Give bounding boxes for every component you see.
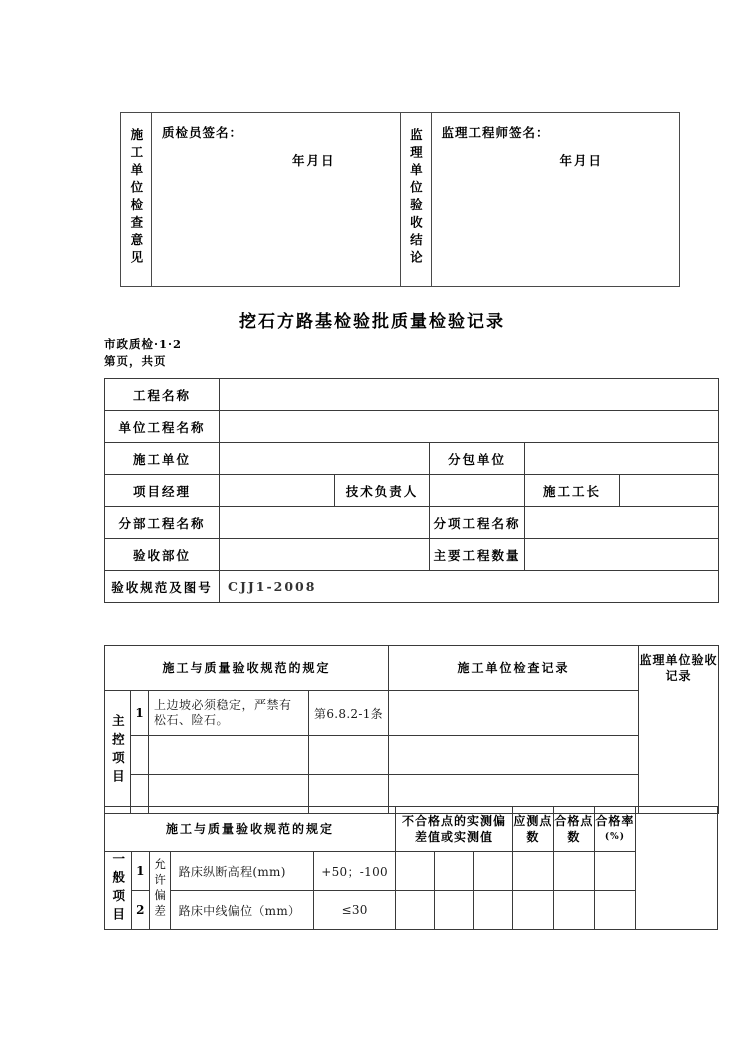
inspector-signature-label: 质检员签名： xyxy=(162,125,244,140)
construction-unit-label: 施工单位 xyxy=(105,443,220,475)
qualified-points-cell[interactable] xyxy=(553,891,594,930)
table-row xyxy=(105,475,719,507)
spec-drawing-value[interactable]: CJJ1-2008 xyxy=(220,571,719,603)
requirement-text[interactable] xyxy=(149,736,309,775)
row-number: 1 xyxy=(131,691,149,736)
deviation-cell-1[interactable] xyxy=(396,852,435,891)
supervision-engineer-signature-label: 监理工程师签名： xyxy=(441,125,550,140)
supervision-unit-date-label: 年月日 xyxy=(559,153,604,168)
project-manager-value[interactable] xyxy=(220,475,335,507)
main-control-requirement-header: 施工与质量验收规范的规定 xyxy=(105,646,389,691)
clause-reference: 第6.8.2-1条 xyxy=(309,691,389,736)
project-info-table xyxy=(104,378,719,603)
main-quantity-value[interactable] xyxy=(525,539,719,571)
page-title: 挖石方路基检验批质量检验记录 xyxy=(239,312,505,332)
qualified-rate-cell[interactable] xyxy=(594,891,635,930)
main-control-section-label: 主控项目 xyxy=(110,713,126,788)
construction-record-cell[interactable] xyxy=(389,736,639,775)
supervision-unit-conclusion-body[interactable] xyxy=(431,113,680,287)
requirement-text: 上边坡必须稳定，严禁有松石、险石。 xyxy=(149,691,309,736)
signature-table xyxy=(120,112,680,287)
table-row xyxy=(105,443,719,475)
allowed-deviation: ≤30 xyxy=(314,891,396,930)
item-name: 路床纵断高程(mm) xyxy=(170,852,314,891)
table-header-row xyxy=(105,646,719,691)
deviation-cell-2[interactable] xyxy=(435,852,474,891)
deviation-cell-1[interactable] xyxy=(396,891,435,930)
qualified-points-header: 合格点数 xyxy=(553,807,594,852)
main-control-section-label-cell xyxy=(105,691,131,814)
division-project-value[interactable] xyxy=(220,507,430,539)
qualified-rate-cell[interactable] xyxy=(594,852,635,891)
main-quantity-label: 主要工程数量 xyxy=(430,539,525,571)
general-items-table xyxy=(104,806,718,930)
supervision-unit-conclusion-label: 监理单位验收结论 xyxy=(408,127,424,268)
foreman-value[interactable] xyxy=(620,475,719,507)
form-code: 市政质检·1·2 xyxy=(104,337,183,351)
tolerance-label: 允许偏差 xyxy=(153,858,168,920)
deviation-cell-3[interactable] xyxy=(473,891,512,930)
item-name: 路床中线偏位（mm） xyxy=(170,891,314,930)
table-row xyxy=(105,736,719,775)
row-number xyxy=(131,736,149,775)
construction-unit-opinion-label: 施工单位检查意见 xyxy=(128,127,144,268)
tolerance-label-cell xyxy=(150,852,171,930)
qualified-points-cell[interactable] xyxy=(553,852,594,891)
project-name-value[interactable] xyxy=(220,379,719,411)
meta-block xyxy=(104,336,182,370)
table-row xyxy=(105,571,719,603)
acceptance-part-label: 验收部位 xyxy=(105,539,220,571)
table-row xyxy=(105,411,719,443)
unit-project-name-value[interactable] xyxy=(220,411,719,443)
general-supervision-record-cell[interactable] xyxy=(635,807,717,930)
table-row xyxy=(105,539,719,571)
subcontractor-label: 分包单位 xyxy=(430,443,525,475)
deviation-cell-2[interactable] xyxy=(435,891,474,930)
acceptance-part-value[interactable] xyxy=(220,539,430,571)
main-control-table xyxy=(104,645,719,814)
table-row xyxy=(105,691,719,736)
supervision-unit-conclusion-label-cell xyxy=(400,113,431,287)
project-name-label: 工程名称 xyxy=(105,379,220,411)
unit-project-name-label: 单位工程名称 xyxy=(105,411,220,443)
subdivision-project-value[interactable] xyxy=(525,507,719,539)
should-measure-cell[interactable] xyxy=(512,891,553,930)
table-header-row xyxy=(105,807,718,852)
deviation-cell-3[interactable] xyxy=(473,852,512,891)
table-row xyxy=(105,891,718,930)
construction-unit-opinion-label-cell xyxy=(121,113,152,287)
should-measure-cell[interactable] xyxy=(512,852,553,891)
technical-director-label: 技术负责人 xyxy=(335,475,430,507)
general-items-section-label: 一般项目 xyxy=(110,852,126,926)
foreman-label: 施工工长 xyxy=(525,475,620,507)
deviation-header: 不合格点的实测偏差值或实测值 xyxy=(396,807,513,852)
construction-unit-opinion-body[interactable] xyxy=(152,113,401,287)
page-info: 第页，共页 xyxy=(104,354,167,368)
division-project-label: 分部工程名称 xyxy=(105,507,220,539)
spec-drawing-label: 验收规范及图号 xyxy=(105,571,220,603)
row-number: 2 xyxy=(131,891,149,930)
subdivision-project-label: 分项工程名称 xyxy=(430,507,525,539)
clause-reference[interactable] xyxy=(309,736,389,775)
row-number: 1 xyxy=(131,852,149,891)
project-manager-label: 项目经理 xyxy=(105,475,220,507)
main-control-supervision-record-header: 监理单位验收记录 xyxy=(639,646,719,814)
technical-director-value[interactable] xyxy=(430,475,525,507)
construction-unit-value[interactable] xyxy=(220,443,430,475)
should-measure-header: 应测点数 xyxy=(512,807,553,852)
construction-record-cell[interactable] xyxy=(389,691,639,736)
allowed-deviation: +50；-100 xyxy=(314,852,396,891)
qualified-rate-header: 合格率 (%) xyxy=(594,807,635,852)
table-row xyxy=(105,379,719,411)
general-items-section-label-cell xyxy=(105,852,132,930)
subcontractor-value[interactable] xyxy=(525,443,719,475)
main-control-construction-record-header: 施工单位检查记录 xyxy=(389,646,639,691)
general-requirement-header: 施工与质量验收规范的规定 xyxy=(105,807,396,852)
construction-unit-date-label: 年月日 xyxy=(292,153,336,168)
table-row xyxy=(105,852,718,891)
table-row xyxy=(105,507,719,539)
